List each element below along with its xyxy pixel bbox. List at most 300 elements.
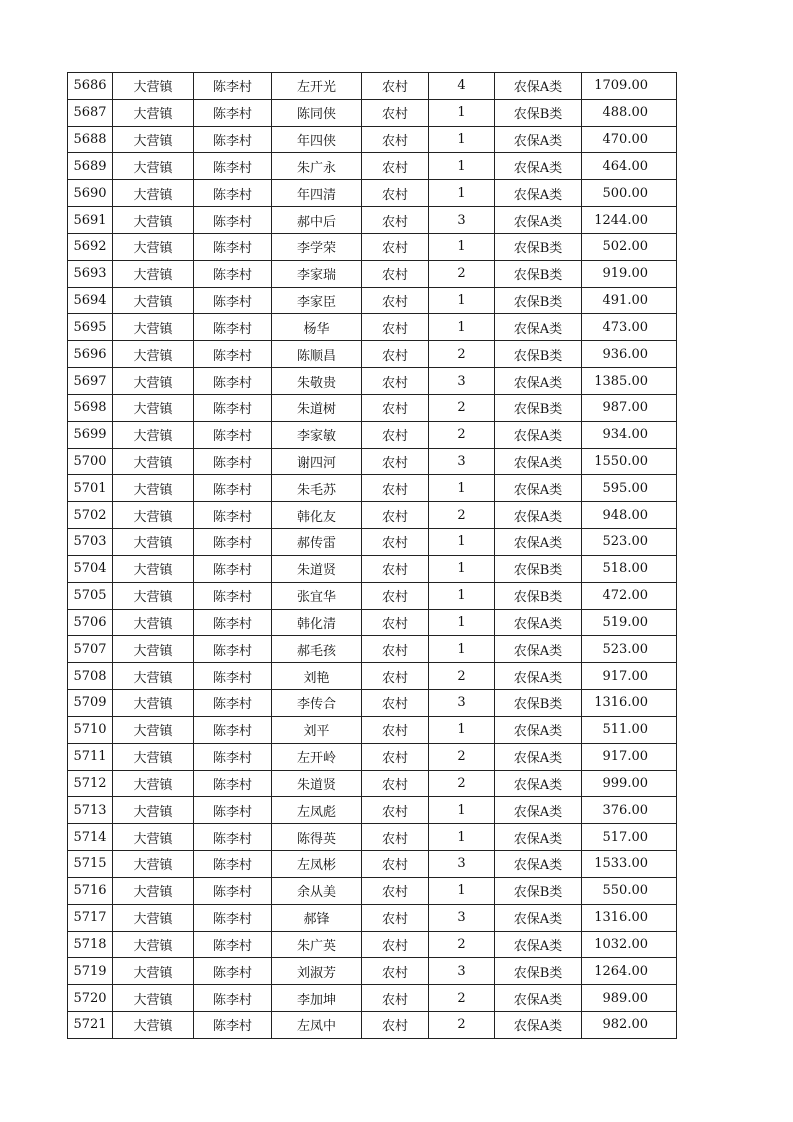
category-cell: 农保B类 [495,555,582,582]
household-type-cell: 农村 [362,931,429,958]
amount-cell: 464.00 [582,153,677,180]
table-row [68,743,677,770]
household-type-cell: 农村 [362,99,429,126]
village-cell: 陈李村 [194,180,272,207]
household-type-cell: 农村 [362,475,429,502]
table-row [68,448,677,475]
amount-cell: 987.00 [582,394,677,421]
name-cell: 韩化友 [272,502,362,529]
town-cell: 大营镇 [113,851,194,878]
household-type-cell: 农村 [362,877,429,904]
row-number-cell: 5721 [68,1011,113,1038]
row-number-cell: 5698 [68,394,113,421]
household-type-cell: 农村 [362,394,429,421]
table-row [68,985,677,1012]
category-cell: 农保A类 [495,529,582,556]
name-cell: 年四侠 [272,126,362,153]
row-number-cell: 5704 [68,555,113,582]
name-cell: 朱敬贵 [272,368,362,395]
amount-cell: 989.00 [582,985,677,1012]
amount-cell: 1550.00 [582,448,677,475]
town-cell: 大营镇 [113,985,194,1012]
table-row [68,287,677,314]
village-cell: 陈李村 [194,233,272,260]
table-row [68,931,677,958]
table-row [68,73,677,100]
table-row [68,260,677,287]
member-count-cell: 2 [429,743,495,770]
member-count-cell: 1 [429,877,495,904]
member-count-cell: 3 [429,207,495,234]
amount-cell: 523.00 [582,636,677,663]
village-cell: 陈李村 [194,663,272,690]
category-cell: 农保A类 [495,770,582,797]
town-cell: 大营镇 [113,636,194,663]
member-count-cell: 1 [429,126,495,153]
row-number-cell: 5701 [68,475,113,502]
row-number-cell: 5711 [68,743,113,770]
table-row [68,690,677,717]
table-row [68,153,677,180]
table-row [68,394,677,421]
village-cell: 陈李村 [194,636,272,663]
town-cell: 大营镇 [113,394,194,421]
category-cell: 农保B类 [495,877,582,904]
table-row [68,824,677,851]
amount-cell: 1032.00 [582,931,677,958]
village-cell: 陈李村 [194,153,272,180]
amount-cell: 523.00 [582,529,677,556]
name-cell: 余从美 [272,877,362,904]
town-cell: 大营镇 [113,233,194,260]
row-number-cell: 5693 [68,260,113,287]
household-type-cell: 农村 [362,153,429,180]
amount-cell: 491.00 [582,287,677,314]
row-number-cell: 5686 [68,73,113,100]
name-cell: 刘平 [272,716,362,743]
table-row [68,314,677,341]
row-number-cell: 5717 [68,904,113,931]
name-cell: 李传合 [272,690,362,717]
category-cell: 农保A类 [495,743,582,770]
row-number-cell: 5691 [68,207,113,234]
category-cell: 农保A类 [495,153,582,180]
member-count-cell: 1 [429,636,495,663]
row-number-cell: 5709 [68,690,113,717]
household-type-cell: 农村 [362,180,429,207]
member-count-cell: 1 [429,153,495,180]
village-cell: 陈李村 [194,314,272,341]
category-cell: 农保A类 [495,931,582,958]
member-count-cell: 1 [429,233,495,260]
amount-cell: 1709.00 [582,73,677,100]
member-count-cell: 1 [429,716,495,743]
row-number-cell: 5703 [68,529,113,556]
category-cell: 农保A类 [495,368,582,395]
amount-cell: 982.00 [582,1011,677,1038]
name-cell: 陈同侠 [272,99,362,126]
household-type-cell: 农村 [362,207,429,234]
town-cell: 大营镇 [113,958,194,985]
category-cell: 农保A类 [495,314,582,341]
household-type-cell: 农村 [362,126,429,153]
town-cell: 大营镇 [113,153,194,180]
amount-cell: 517.00 [582,824,677,851]
member-count-cell: 2 [429,260,495,287]
table-row [68,475,677,502]
household-type-cell: 农村 [362,287,429,314]
member-count-cell: 1 [429,797,495,824]
row-number-cell: 5694 [68,287,113,314]
member-count-cell: 2 [429,341,495,368]
town-cell: 大营镇 [113,824,194,851]
amount-cell: 934.00 [582,421,677,448]
town-cell: 大营镇 [113,609,194,636]
row-number-cell: 5708 [68,663,113,690]
amount-cell: 936.00 [582,341,677,368]
town-cell: 大营镇 [113,555,194,582]
row-number-cell: 5695 [68,314,113,341]
household-type-cell: 农村 [362,368,429,395]
village-cell: 陈李村 [194,770,272,797]
category-cell: 农保A类 [495,448,582,475]
name-cell: 韩化清 [272,609,362,636]
village-cell: 陈李村 [194,743,272,770]
town-cell: 大营镇 [113,207,194,234]
amount-cell: 917.00 [582,743,677,770]
town-cell: 大营镇 [113,180,194,207]
category-cell: 农保B类 [495,287,582,314]
table-row [68,1011,677,1038]
village-cell: 陈李村 [194,502,272,529]
name-cell: 刘艳 [272,663,362,690]
category-cell: 农保A类 [495,904,582,931]
row-number-cell: 5716 [68,877,113,904]
village-cell: 陈李村 [194,555,272,582]
member-count-cell: 2 [429,931,495,958]
row-number-cell: 5715 [68,851,113,878]
amount-cell: 519.00 [582,609,677,636]
category-cell: 农保A类 [495,609,582,636]
member-count-cell: 2 [429,985,495,1012]
town-cell: 大营镇 [113,931,194,958]
member-count-cell: 1 [429,99,495,126]
household-type-cell: 农村 [362,716,429,743]
category-cell: 农保A类 [495,851,582,878]
name-cell: 李加坤 [272,985,362,1012]
town-cell: 大营镇 [113,582,194,609]
village-cell: 陈李村 [194,73,272,100]
table-row [68,877,677,904]
table-row [68,609,677,636]
village-cell: 陈李村 [194,126,272,153]
category-cell: 农保A类 [495,1011,582,1038]
amount-cell: 472.00 [582,582,677,609]
table-row [68,341,677,368]
household-type-cell: 农村 [362,314,429,341]
household-type-cell: 农村 [362,663,429,690]
table-row [68,636,677,663]
table-row [68,770,677,797]
village-cell: 陈李村 [194,690,272,717]
household-type-cell: 农村 [362,690,429,717]
amount-cell: 999.00 [582,770,677,797]
member-count-cell: 1 [429,287,495,314]
village-cell: 陈李村 [194,421,272,448]
row-number-cell: 5705 [68,582,113,609]
household-type-cell: 农村 [362,73,429,100]
village-cell: 陈李村 [194,287,272,314]
village-cell: 陈李村 [194,931,272,958]
table-row [68,502,677,529]
household-type-cell: 农村 [362,529,429,556]
row-number-cell: 5713 [68,797,113,824]
name-cell: 郝锋 [272,904,362,931]
town-cell: 大营镇 [113,716,194,743]
category-cell: 农保A类 [495,636,582,663]
town-cell: 大营镇 [113,421,194,448]
category-cell: 农保A类 [495,985,582,1012]
member-count-cell: 3 [429,690,495,717]
row-number-cell: 5699 [68,421,113,448]
category-cell: 农保B类 [495,99,582,126]
amount-cell: 1533.00 [582,851,677,878]
table-row [68,126,677,153]
name-cell: 刘淑芳 [272,958,362,985]
village-cell: 陈李村 [194,851,272,878]
table-row [68,207,677,234]
row-number-cell: 5720 [68,985,113,1012]
household-type-cell: 农村 [362,555,429,582]
category-cell: 农保A类 [495,126,582,153]
category-cell: 农保A类 [495,475,582,502]
name-cell: 朱道贤 [272,555,362,582]
town-cell: 大营镇 [113,502,194,529]
name-cell: 左凤彬 [272,851,362,878]
name-cell: 郝中后 [272,207,362,234]
household-type-cell: 农村 [362,260,429,287]
row-number-cell: 5700 [68,448,113,475]
household-type-cell: 农村 [362,421,429,448]
row-number-cell: 5689 [68,153,113,180]
town-cell: 大营镇 [113,448,194,475]
category-cell: 农保A类 [495,824,582,851]
amount-cell: 502.00 [582,233,677,260]
member-count-cell: 4 [429,73,495,100]
town-cell: 大营镇 [113,797,194,824]
name-cell: 左凤中 [272,1011,362,1038]
table-row [68,958,677,985]
category-cell: 农保A类 [495,180,582,207]
amount-cell: 511.00 [582,716,677,743]
village-cell: 陈李村 [194,99,272,126]
member-count-cell: 2 [429,1011,495,1038]
town-cell: 大营镇 [113,475,194,502]
table-row [68,368,677,395]
name-cell: 朱广英 [272,931,362,958]
amount-cell: 1385.00 [582,368,677,395]
row-number-cell: 5706 [68,609,113,636]
village-cell: 陈李村 [194,448,272,475]
village-cell: 陈李村 [194,985,272,1012]
name-cell: 郝传雷 [272,529,362,556]
amount-cell: 473.00 [582,314,677,341]
member-count-cell: 2 [429,502,495,529]
row-number-cell: 5690 [68,180,113,207]
amount-cell: 919.00 [582,260,677,287]
name-cell: 左开光 [272,73,362,100]
name-cell: 陈得英 [272,824,362,851]
household-type-cell: 农村 [362,341,429,368]
village-cell: 陈李村 [194,877,272,904]
name-cell: 年四清 [272,180,362,207]
town-cell: 大营镇 [113,260,194,287]
table-row [68,180,677,207]
town-cell: 大营镇 [113,1011,194,1038]
member-count-cell: 2 [429,663,495,690]
household-type-cell: 农村 [362,770,429,797]
town-cell: 大营镇 [113,877,194,904]
member-count-cell: 2 [429,421,495,448]
table-row [68,555,677,582]
member-count-cell: 3 [429,851,495,878]
name-cell: 李家敏 [272,421,362,448]
name-cell: 谢四河 [272,448,362,475]
village-cell: 陈李村 [194,394,272,421]
amount-cell: 948.00 [582,502,677,529]
name-cell: 朱道贤 [272,770,362,797]
member-count-cell: 1 [429,314,495,341]
name-cell: 朱毛苏 [272,475,362,502]
amount-cell: 1244.00 [582,207,677,234]
amount-cell: 595.00 [582,475,677,502]
row-number-cell: 5718 [68,931,113,958]
category-cell: 农保B类 [495,341,582,368]
member-count-cell: 3 [429,368,495,395]
household-type-cell: 农村 [362,904,429,931]
member-count-cell: 3 [429,958,495,985]
member-count-cell: 1 [429,180,495,207]
town-cell: 大营镇 [113,663,194,690]
category-cell: 农保B类 [495,690,582,717]
name-cell: 朱广永 [272,153,362,180]
household-type-cell: 农村 [362,1011,429,1038]
row-number-cell: 5707 [68,636,113,663]
town-cell: 大营镇 [113,341,194,368]
table-row [68,99,677,126]
household-type-cell: 农村 [362,502,429,529]
household-type-cell: 农村 [362,985,429,1012]
category-cell: 农保A类 [495,797,582,824]
amount-cell: 470.00 [582,126,677,153]
member-count-cell: 2 [429,394,495,421]
row-number-cell: 5712 [68,770,113,797]
town-cell: 大营镇 [113,368,194,395]
household-type-cell: 农村 [362,233,429,260]
name-cell: 李家瑞 [272,260,362,287]
row-number-cell: 5696 [68,341,113,368]
table-row [68,529,677,556]
town-cell: 大营镇 [113,529,194,556]
village-cell: 陈李村 [194,904,272,931]
category-cell: 农保A类 [495,207,582,234]
town-cell: 大营镇 [113,99,194,126]
table-row [68,233,677,260]
town-cell: 大营镇 [113,126,194,153]
amount-cell: 518.00 [582,555,677,582]
category-cell: 农保B类 [495,394,582,421]
name-cell: 李家臣 [272,287,362,314]
member-count-cell: 1 [429,609,495,636]
village-cell: 陈李村 [194,260,272,287]
household-type-cell: 农村 [362,636,429,663]
household-type-cell: 农村 [362,851,429,878]
table-row [68,904,677,931]
town-cell: 大营镇 [113,770,194,797]
member-count-cell: 2 [429,770,495,797]
member-count-cell: 3 [429,904,495,931]
roster-body [68,73,677,1039]
name-cell: 朱道树 [272,394,362,421]
category-cell: 农保A类 [495,421,582,448]
category-cell: 农保B类 [495,582,582,609]
category-cell: 农保B类 [495,958,582,985]
village-cell: 陈李村 [194,341,272,368]
table-row [68,797,677,824]
town-cell: 大营镇 [113,743,194,770]
town-cell: 大营镇 [113,904,194,931]
household-type-cell: 农村 [362,958,429,985]
household-type-cell: 农村 [362,609,429,636]
town-cell: 大营镇 [113,73,194,100]
row-number-cell: 5702 [68,502,113,529]
amount-cell: 376.00 [582,797,677,824]
name-cell: 左凤彪 [272,797,362,824]
town-cell: 大营镇 [113,314,194,341]
member-count-cell: 1 [429,582,495,609]
row-number-cell: 5697 [68,368,113,395]
name-cell: 陈顺昌 [272,341,362,368]
village-cell: 陈李村 [194,529,272,556]
town-cell: 大营镇 [113,287,194,314]
category-cell: 农保A类 [495,502,582,529]
village-cell: 陈李村 [194,582,272,609]
table-row [68,421,677,448]
household-type-cell: 农村 [362,824,429,851]
member-count-cell: 1 [429,529,495,556]
category-cell: 农保B类 [495,260,582,287]
roster-table [67,72,677,1039]
village-cell: 陈李村 [194,368,272,395]
row-number-cell: 5687 [68,99,113,126]
village-cell: 陈李村 [194,958,272,985]
member-count-cell: 1 [429,555,495,582]
category-cell: 农保B类 [495,233,582,260]
name-cell: 郝毛孩 [272,636,362,663]
name-cell: 李学荣 [272,233,362,260]
village-cell: 陈李村 [194,609,272,636]
category-cell: 农保A类 [495,716,582,743]
village-cell: 陈李村 [194,797,272,824]
name-cell: 左开岭 [272,743,362,770]
table-row [68,716,677,743]
name-cell: 张宜华 [272,582,362,609]
amount-cell: 917.00 [582,663,677,690]
village-cell: 陈李村 [194,207,272,234]
row-number-cell: 5710 [68,716,113,743]
amount-cell: 488.00 [582,99,677,126]
row-number-cell: 5688 [68,126,113,153]
